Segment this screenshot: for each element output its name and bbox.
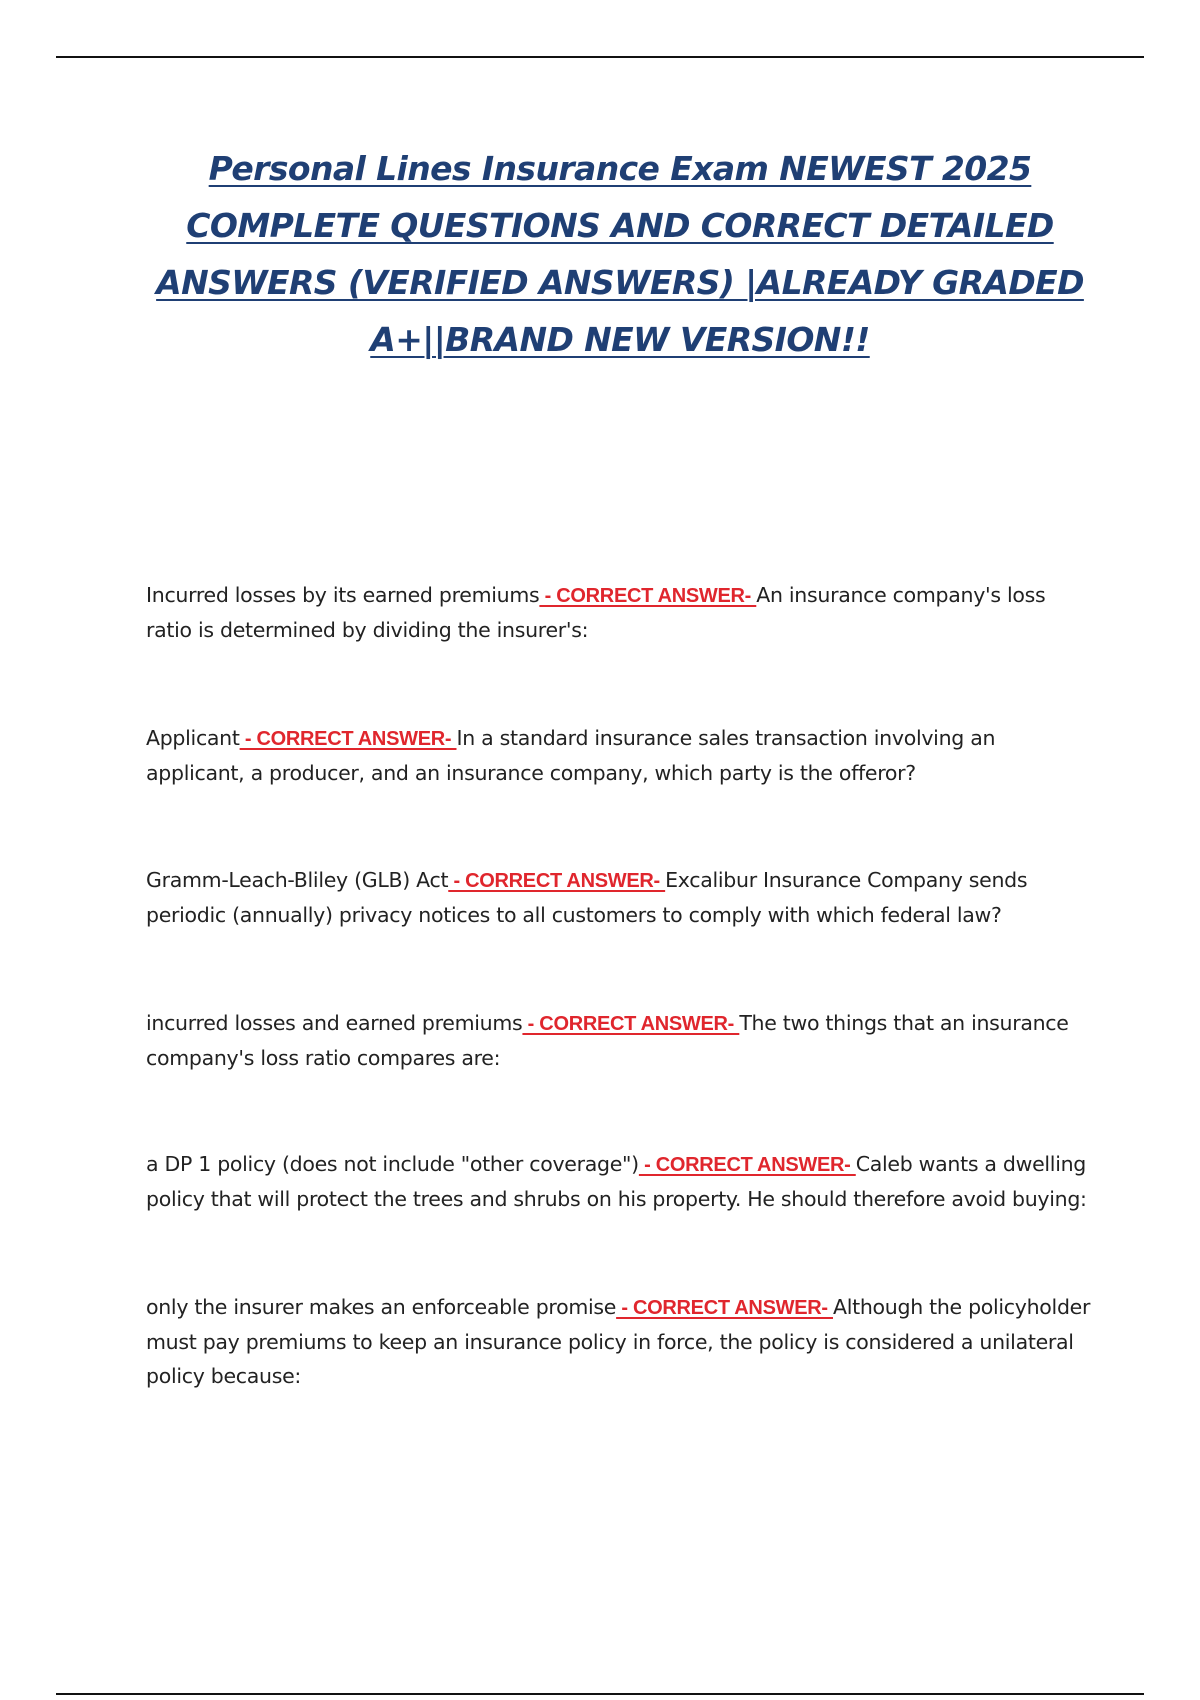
correct-answer-marker: - CORRECT ANSWER- [522,1013,740,1035]
answer-text: only the insurer makes an enforceable promise [146,1295,617,1319]
correct-answer-marker: - CORRECT ANSWER- [616,1297,833,1319]
qa-item [146,721,1096,790]
correct-answer-marker: - CORRECT ANSWER- [448,870,666,892]
question-text: In a standard insurance sales transaction involving an applicant, a producer, and an insurance company, which party is the offeror? [146,726,996,785]
qa-item [146,1290,1096,1393]
question-text: Although the policyholder must pay premiums to keep an insurance policy in force, the policy is considered a unilateral policy because: [146,1295,1091,1388]
question-text: An insurance company's loss ratio is determined by dividing the insurer's: [146,583,1046,642]
qa-item [146,1006,1096,1075]
correct-answer-marker: - CORRECT ANSWER- [539,585,757,607]
bottom-rule [56,1693,1144,1695]
answer-text: a DP 1 policy (does not include "other coverage") [146,1152,639,1176]
qa-item [146,863,1096,932]
qa-item [146,1147,1096,1216]
answer-text: Gramm-Leach-Bliley (GLB) Act [146,868,449,892]
top-rule [56,56,1144,58]
answer-text: Applicant [146,726,240,750]
correct-answer-marker: - CORRECT ANSWER- [239,728,457,750]
answer-text: Incurred losses by its earned premiums [146,583,540,607]
correct-answer-marker: - CORRECT ANSWER- [638,1154,856,1176]
question-text: Excalibur Insurance Company sends periodic (annually) privacy notices to all customers to comply with which federal law? [146,868,1028,927]
question-text: The two things that an insurance company's loss ratio compares are: [146,1011,1069,1070]
qa-item [146,578,1096,647]
question-text: Caleb wants a dwelling policy that will protect the trees and shrubs on his property. He should therefore avoid buying: [146,1152,1087,1211]
answer-text: incurred losses and earned premiums [146,1011,523,1035]
document-title: Personal Lines Insurance Exam NEWEST 2025 COMPLETE QUESTIONS AND CORRECT DETAILED ANSWERS (VERIFIED ANSWERS) |ALREADY GRADED A+||BRAND NEW VERSION!! [156,149,1084,359]
